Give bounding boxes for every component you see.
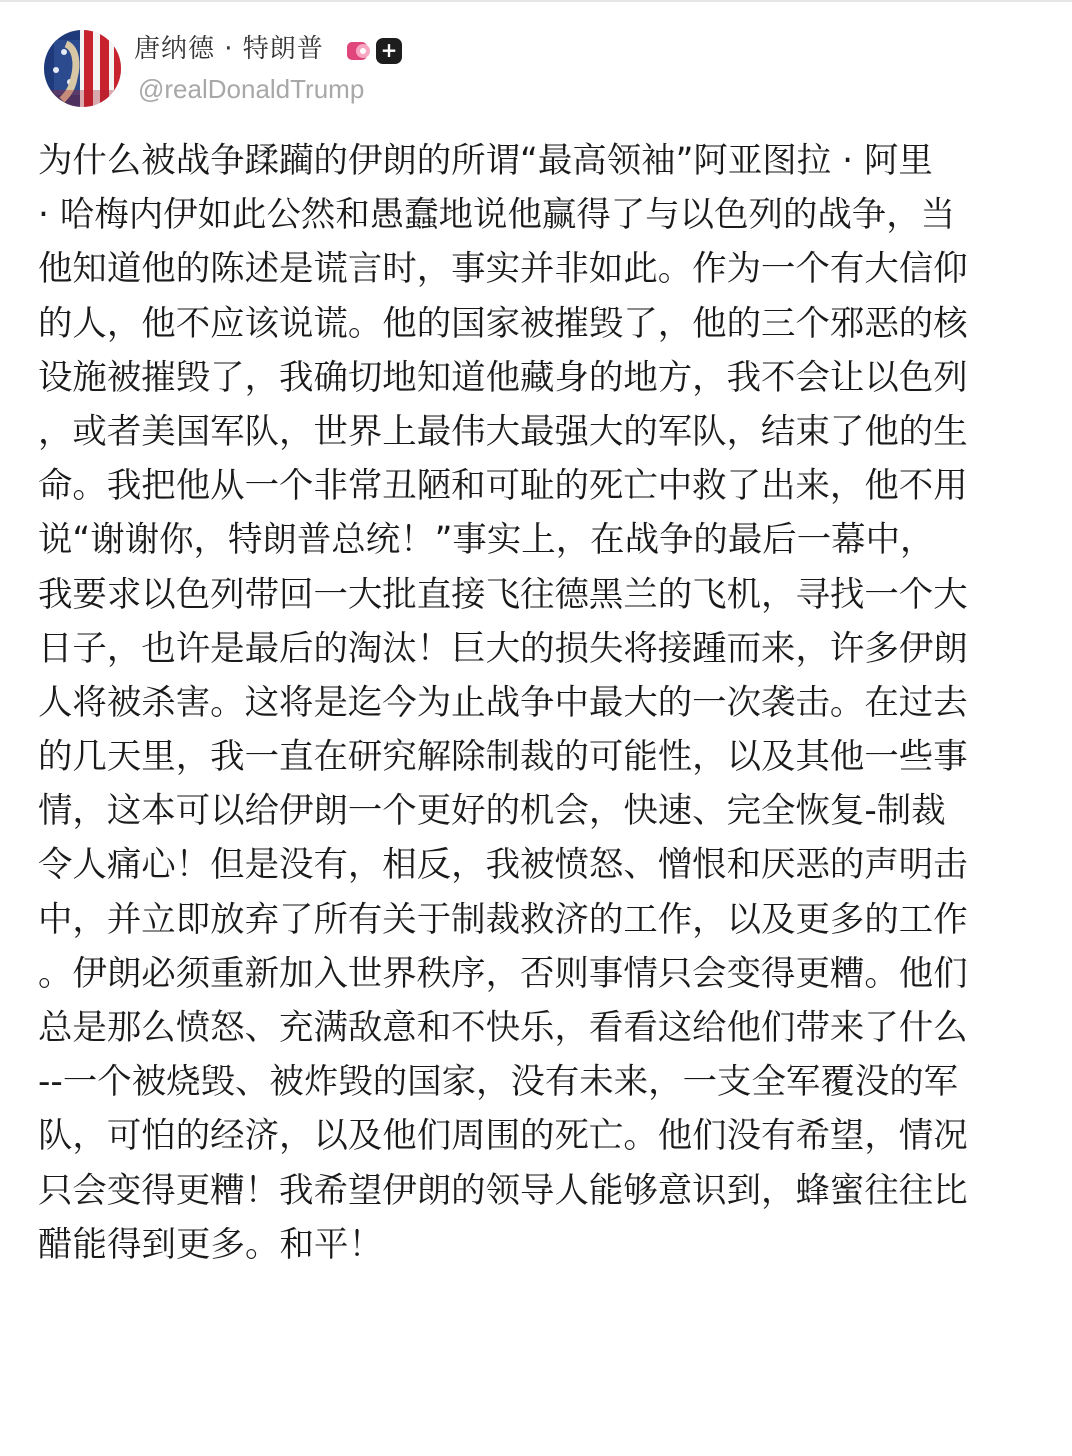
post-body-line: 只会变得更糟！我希望伊朗的领导人能够意识到，蜂蜜往往比	[38, 1170, 968, 1211]
post-body-line: 情，这本可以给伊朗一个更好的机会，快速、完全恢复-制裁	[38, 791, 946, 832]
post-body-line: 设施被摧毁了，我确切地知道他藏身的地方，我不会让以色列	[38, 357, 968, 398]
post-body-line: 醋能得到更多。和平！	[38, 1224, 383, 1265]
author-handle[interactable]: @realDonaldTrump	[138, 74, 365, 104]
post-body-line: 队，可怕的经济，以及他们周围的死亡。他们没有希望，情况	[38, 1116, 968, 1157]
post-body-line: 总是那么愤怒、充满敌意和不快乐，看看这给他们带来了什么	[38, 1008, 968, 1048]
post-body-line: 人将被杀害。这将是迄今为止战争中最大的一次袭击。在过去	[38, 682, 968, 723]
post-body-line: --一个被烧毁、被炸毁的国家，没有未来，一支全军覆没的军	[38, 1062, 959, 1103]
display-name[interactable]: 唐纳德 · 特朗普	[134, 34, 324, 64]
top-divider	[0, 0, 1072, 2]
post-body-line: 他知道他的陈述是谎言时，事实并非如此。作为一个有大信仰	[38, 249, 968, 290]
flag-avatar-icon[interactable]	[44, 30, 121, 107]
post-body-line: 令人痛心！但是没有，相反，我被愤怒、憎恨和厌恶的声明击	[38, 845, 968, 886]
plus-badge-icon: +	[376, 38, 402, 64]
post-body-line: 日子，也许是最后的淘汰！巨大的损失将接踵而来，许多伊朗	[38, 628, 968, 669]
post-body-line: 。伊朗必须重新加入世界秩序，否则事情只会变得更糟。他们	[38, 953, 968, 994]
post-body	[38, 134, 1038, 1272]
post-body-line: ，或者美国军队，世界上最伟大最强大的军队，结束了他的生	[38, 411, 968, 452]
post-body-line: · 哈梅内伊如此公然和愚蠢地说他赢得了与以色列的战争，当	[38, 195, 956, 236]
post-body-line: 说“谢谢你，特朗普总统！”事实上，在战争的最后一幕中，	[38, 520, 935, 561]
post-body-line: 中，并立即放弃了所有关于制裁救济的工作，以及更多的工作	[38, 899, 968, 940]
post-body-line: 的人，他不应该说谎。他的国家被摧毁了，他的三个邪恶的核	[38, 303, 968, 344]
pink-badge-icon	[346, 38, 372, 64]
post-body-line: 我要求以色列带回一大批直接飞往德黑兰的飞机，寻找一个大	[38, 574, 968, 615]
post-body-line: 为什么被战争蹂躏的伊朗的所谓“最高领袖”阿亚图拉 · 阿里	[38, 141, 933, 181]
post-body-line: 的几天里，我一直在研究解除制裁的可能性，以及其他一些事	[38, 737, 968, 778]
post-body-line: 命。我把他从一个非常丑陋和可耻的死亡中救了出来，他不用	[38, 466, 968, 507]
